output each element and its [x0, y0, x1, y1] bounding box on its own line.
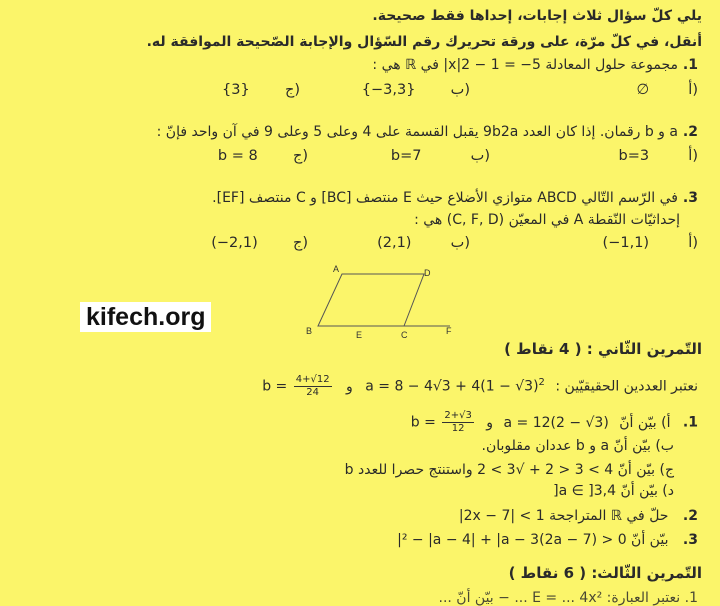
and-word: و [346, 378, 353, 395]
exercise2-intro: نعتبر العددين الحقيقيّين : [555, 378, 698, 395]
exercise3-title: التّمرين الثّالث: [591, 564, 702, 582]
q3-option-c [211, 235, 308, 251]
q1-option-b-letter: ب) [450, 82, 470, 98]
label-A: A [333, 264, 340, 274]
q3-number: 3. [682, 190, 698, 206]
q2-option-a-value: b=3 [618, 148, 650, 164]
label-B: B [306, 326, 313, 336]
exercise2-title: التّمرين الثّاني [598, 340, 702, 358]
q1-option-c [222, 82, 300, 98]
q3-option-b-value: (2,1) [377, 235, 412, 251]
ex2-q1b: ب) بيّن أنّ a و b عددان مقلوبان. [481, 438, 674, 454]
b-definition: b = $\frac{4+√12}{24}$ [262, 374, 330, 398]
q1-option-c-value: {3} [222, 82, 250, 98]
q2-text: a و b رقمان. إذا كان العدد 9b2a يقبل القسمة على 4 وعلى 5 وعلى 9 في آن واحد فإنّ : [156, 124, 678, 140]
q2-option-a [618, 148, 698, 164]
q2-option-c-letter: ج) [292, 148, 308, 164]
q2-option-c-value: b = 8 [217, 148, 258, 164]
q1-option-b-value: {−3,3} [361, 82, 416, 98]
exercise2-intro-line [262, 374, 698, 399]
label-F: F [446, 326, 452, 336]
q2-option-b-letter: ب) [470, 148, 490, 164]
label-D: D [424, 268, 431, 278]
label-E: E [356, 330, 363, 340]
exercise3-header [509, 564, 702, 582]
q2-option-b-value: b=7 [390, 148, 422, 164]
a-definition: $a = 8 - 4√3 + 4(1 - √3)^2$ [365, 376, 545, 395]
q2-option-c [218, 148, 308, 164]
q1-option-a-value: ∅ [636, 82, 650, 98]
ex2-q2: 2. حلّ في ℝ المتراجحة 1 > |2x − 7| [458, 508, 698, 524]
q3-option-c-value: (−2,1) [211, 235, 258, 251]
ex2-q1d: د) بيّن أنّ a ∈ ]3,4[ [553, 483, 674, 499]
exercise3-partial-line: 1. نعتبر العبارة: E = ... 4x² ... − بيّن أنّ ... [438, 590, 698, 606]
q3-option-a-letter: أ) [688, 235, 698, 251]
q2-number: 2. [682, 124, 698, 140]
q3-option-a [603, 235, 698, 251]
kifech-watermark: kifech.org [80, 302, 211, 332]
label-C: C [401, 330, 408, 340]
q1-text: مجموعة حلول المعادلة 5− = 1 − 2|x| في ℝ هي : [372, 57, 678, 73]
instructions-line2: أنقل، في كلّ مرّة، على ورقة تحريرك رقم السّؤال والإجابة الصّحيحة الموافقة له. [146, 34, 702, 50]
q3-text: في الرّسم التّالي ABCD متوازي الأضلاع حيث E منتصف [BC] و C منتصف [EF]. [212, 190, 678, 206]
q1-option-b [362, 82, 470, 98]
exercise3-points: ( 6 نقاط ) [508, 564, 587, 582]
q3-option-c-letter: ج) [292, 235, 308, 251]
q2-option-a-letter: أ) [688, 148, 698, 164]
q3-option-a-value: (−1,1) [602, 235, 650, 251]
ex2-q1c: ج) بيّن أنّ 4 > 3 < 2 + √3 > 2 واستنتج حصرا للعدد b [344, 462, 674, 478]
q1-option-c-letter: ج) [284, 82, 300, 98]
q1-option-a [636, 82, 698, 98]
q3-option-b-letter: ب) [450, 235, 470, 251]
q3-text2: إحداثيّات النّقطة A في المعيّن (C, F, D) هي : [414, 212, 680, 228]
q2-option-b [391, 148, 490, 164]
exercise2-header: التّمرين الثّاني : ( 4 نقاط ) [504, 340, 702, 358]
instructions-line1: يلي كلّ سؤال ثلاث إجابات، إحداها فقط صحيحة. [372, 8, 702, 24]
q3-option-b [377, 235, 470, 251]
parallelogram-figure [300, 262, 465, 342]
exercise2-points: ( 4 نقاط ) [504, 340, 582, 358]
q1-number: 1. [682, 57, 698, 73]
ex2-q3: 3. بيّن أنّ 0 < (2a − 7)² − |a − 4| + |a − 3| [397, 532, 698, 548]
q1-option-a-letter: أ) [688, 82, 698, 98]
ex2-q1a: 1. أ) بيّن أنّ a = 12(2 − √3) و b = $\frac{2+√3}{12}$ [410, 410, 698, 434]
